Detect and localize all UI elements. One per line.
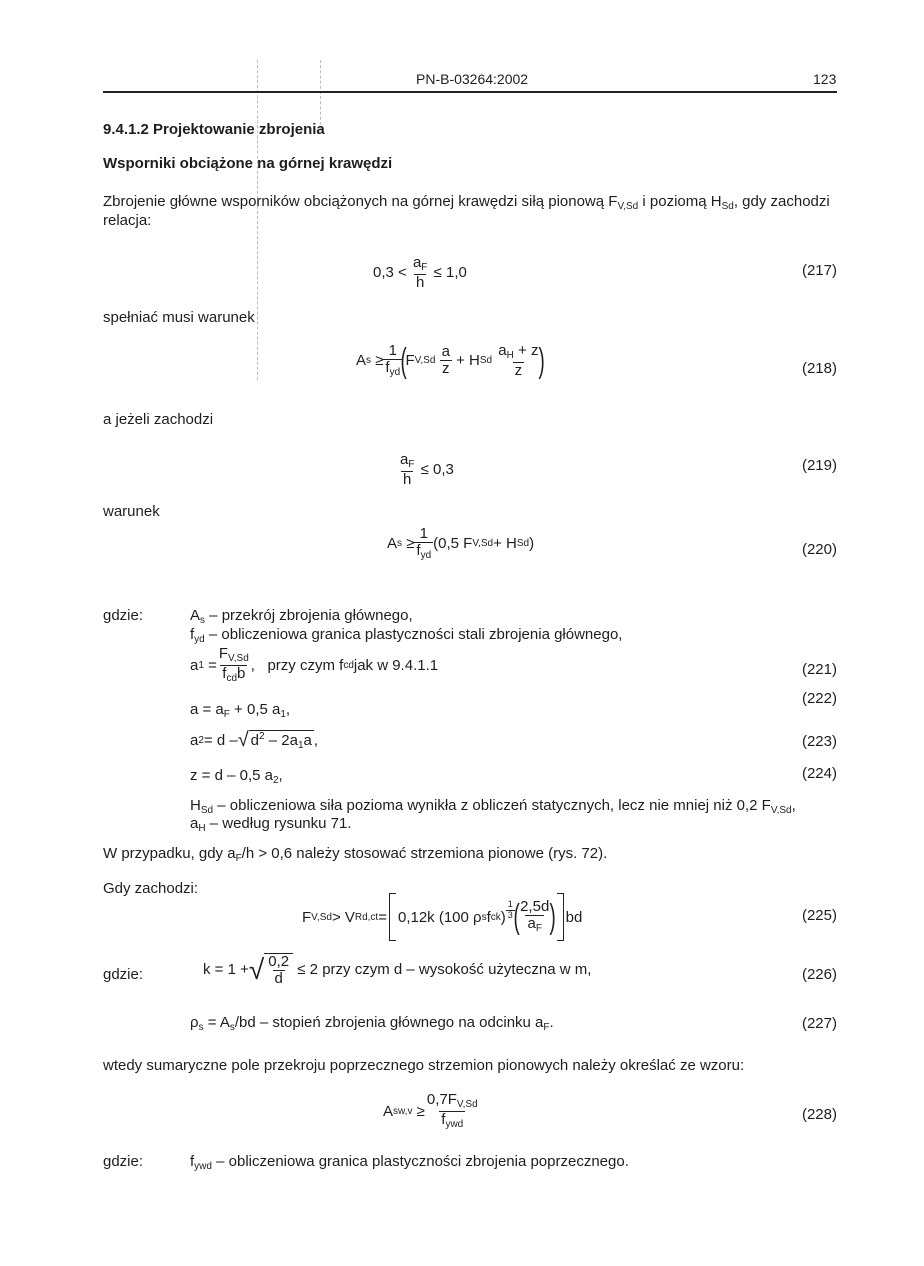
- where-label: gdzie:: [103, 966, 144, 983]
- intro-paragraph-line2: relacja:: [103, 212, 152, 229]
- text-if: a jeżeli zachodzi: [103, 411, 214, 428]
- definition-Hsd: $H_{Sd}$ – obliczeniowa siła pozioma wynikła z obliczeń statycznych, lecz nie mniej niż 0,2 $F_{V,Sd}$,: [190, 797, 796, 816]
- equation-number: (224): [801, 765, 837, 782]
- intro-paragraph: Zbrojenie główne wsporników obciążonych na górnej krawędzi siłą pionową $F_{V,Sd}$ i poziomą $H_{Sd}$, gdy zachodzi: [103, 193, 830, 212]
- scan-artefact-line: [257, 60, 259, 380]
- equation-226: k = 1 + √ $\frac{0,2}{d}$ ≤ 2 przy czym d – wysokość użyteczna w m,: [203, 953, 592, 987]
- equation-222: $a = a_F + 0,5$ $a_1$,: [190, 701, 291, 720]
- where-label: gdzie:: [103, 1153, 144, 1170]
- equation-number: (228): [801, 1106, 837, 1123]
- equation-218: A s ≥ $\frac{1}{f_{yd}}$ ( F V,Sd $\frac{a}{z}$ + H Sd $\frac{a_H + z}{z}$ ): [356, 341, 546, 380]
- definition-fyd: $f_{yd}$ – obliczeniowa granica plastyczności stali zbrojenia głównego,: [190, 626, 623, 645]
- text-then: warunek: [103, 503, 160, 520]
- equation-number: (218): [801, 360, 837, 377]
- header-standard: PN-B-03264:2002: [416, 71, 529, 87]
- equation-227: $\rho_s = A_s/bd$ – stopień zbrojenia głównego na odcinku $a_F$.: [190, 1014, 554, 1033]
- equation-number: (222): [801, 690, 837, 707]
- equation-224: z = d – 0,5 $a_2$,: [190, 767, 283, 786]
- equation-217: 0,3 < $\frac{a_F}{h}$ ≤ 1,0: [373, 254, 467, 291]
- equation-number: (225): [801, 907, 837, 924]
- page-number: 123: [813, 71, 837, 87]
- where-label: gdzie:: [103, 607, 144, 624]
- when-label: Gdy zachodzi:: [103, 880, 199, 897]
- section-title: 9.4.1.2 Projektowanie zbrojenia: [103, 121, 325, 138]
- case-paragraph: W przypadku, gdy $a_F/h > 0,6$ należy stosować strzemiona pionowe (rys. 72).: [103, 845, 608, 864]
- definition-As: $A_s$ – przekrój zbrojenia głównego,: [190, 607, 413, 626]
- equation-number: (226): [801, 966, 837, 983]
- equation-number: (227): [801, 1015, 837, 1032]
- fraction: $\frac{a_F}{h}$: [412, 254, 428, 291]
- text-condition: spełniać musi warunek: [103, 309, 255, 326]
- definition-aH: $a_H$ – według rysunku 71.: [190, 815, 352, 834]
- equation-220: A s ≥ $\frac{1}{f_{yd}}$ (0,5 F V,Sd + H Sd ): [387, 525, 535, 561]
- equation-223: a 2 = d – √ $d^2 - 2a_1a$ ,: [190, 729, 319, 751]
- equation-number: (219): [801, 457, 837, 474]
- equation-number: (223): [801, 733, 837, 750]
- subsection-title: Wsporniki obciążone na górnej krawędzi: [103, 155, 393, 172]
- equation-228: A sw,v ≥ $\frac{0,7F_{V,Sd}}{f_{ywd}}$: [383, 1091, 478, 1130]
- equation-221: a 1 = $\frac{F_{V,Sd}}{f_{cd}b}$ , przy czym f cd jak w 9.4.1.1: [190, 645, 439, 684]
- equation-219: $\frac{a_F}{h}$ ≤ 0,3: [400, 451, 454, 488]
- equation-number: (221): [801, 661, 837, 678]
- equation-number: (217): [801, 262, 837, 279]
- definition-fywd: $f_{ywd}$ – obliczeniowa granica plastyczności zbrojenia poprzecznego.: [190, 1153, 629, 1172]
- sum-paragraph: wtedy sumaryczne pole przekroju poprzecznego strzemion pionowych należy określać ze wzoru:: [103, 1057, 745, 1074]
- equation-number: (220): [801, 541, 837, 558]
- square-root: √ $d^2 - 2a_1a$: [237, 729, 312, 751]
- square-root: √ $\frac{0,2}{d}$: [249, 953, 293, 987]
- header-rule: [103, 91, 837, 93]
- scan-artefact-line: [320, 60, 322, 130]
- equation-225: F V,Sd > V Rd,ct = 0,12k (100 ρ s f ck ) $\frac{1}{3}$ ( $\frac{2,5d}{a_F}$ ) bd: [302, 893, 582, 941]
